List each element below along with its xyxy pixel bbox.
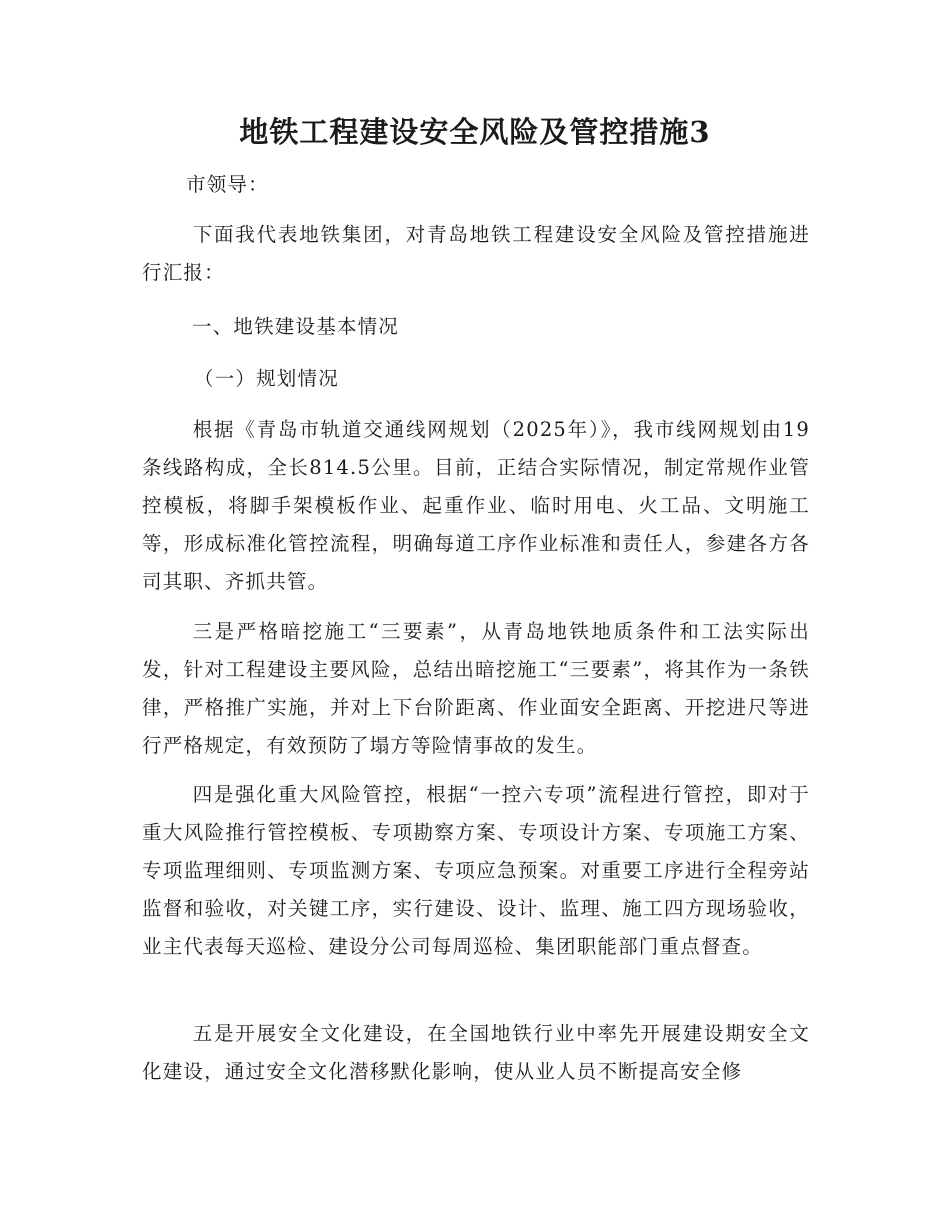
paragraph-item-four: 四是强化重大风险管控，根据“一控六专项”流程进行管控，即对于重大风险推行管控模板、专项勘察方案、专项设计方案、专项施工方案、专项监理细则、专项监测方案、专项应急预案。对重要工序进行全程旁站监督和验收，对关键工序，实行建设、设计、监理、施工四方现场验收，业主代表每天巡检、建设分公司每周巡检、集团职能部门重点督查。: [142, 783, 810, 958]
paragraph-item-three: 三是严格暗挖施工“三要素”，从青岛地铁地质条件和工法实际出发，针对工程建设主要风险，总结出暗挖施工“三要素”，将其作为一条铁律，严格推广实施，并对上下台阶距离、作业面安全距离、开挖进尺等进行严格规定，有效预防了塌方等险情事故的发生。: [142, 620, 810, 757]
section-heading-1: 一、地铁建设基本情况: [192, 315, 400, 338]
document-title: 地铁工程建设安全风险及管控措施3: [239, 115, 711, 149]
subsection-heading-1: （一）规划情况: [194, 367, 339, 390]
intro-paragraph: 下面我代表地铁集团，对青岛地铁工程建设安全风险及管控措施进行汇报：: [142, 223, 810, 284]
paragraph-item-five: 五是开展安全文化建设，在全国地铁行业中率先开展建设期安全文化建设，通过安全文化潜移默化影响，使从业人员不断提高安全修: [142, 1022, 810, 1083]
paragraph-planning: 根据《青岛市轨道交通线网规划（2025年）》，我市线网规划由19条线路构成，全长814.5公里。目前，正结合实际情况，制定常规作业管控模板，将脚手架模板作业、起重作业、临时用电、火工品、文明施工等，形成标准化管控流程，明确每道工序作业标准和责任人，参建各方各司其职、齐抓共管。: [142, 418, 810, 593]
salutation: 市领导：: [186, 173, 269, 196]
